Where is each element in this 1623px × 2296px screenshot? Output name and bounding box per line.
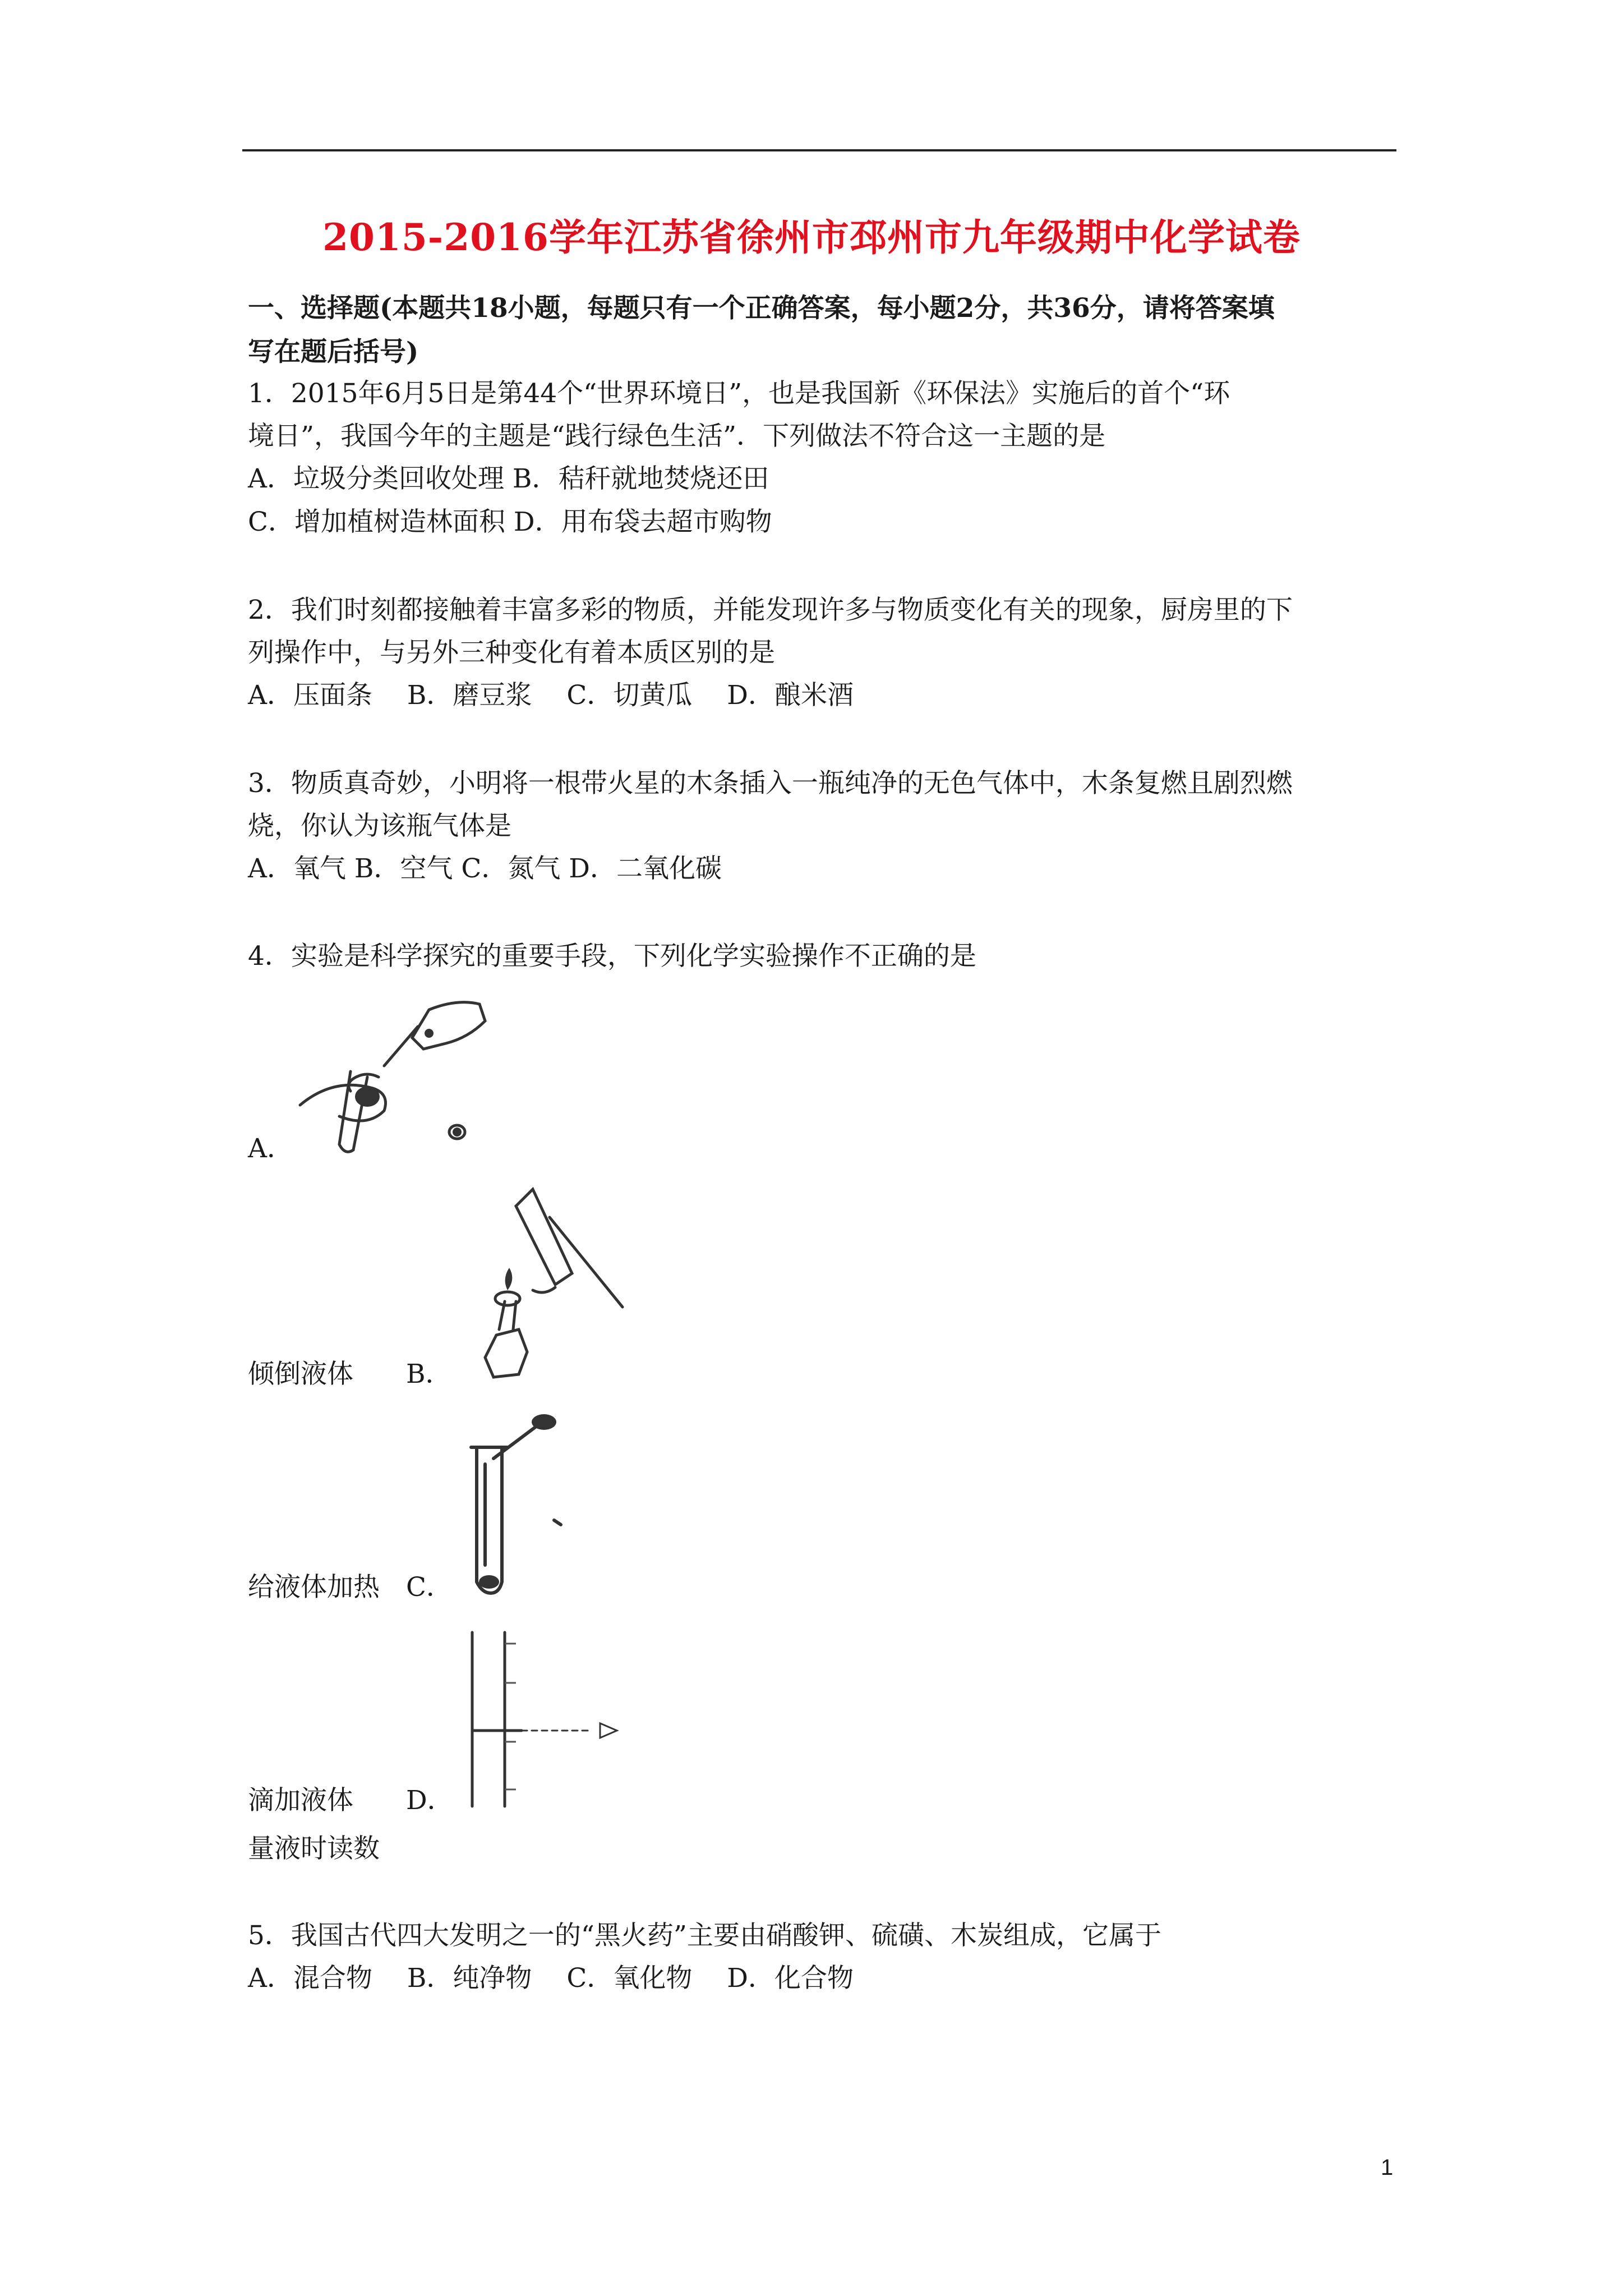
dropping-liquid-figure [460, 1414, 572, 1599]
q1-stem-line-2: 境日”，我国今年的主题是“践行绿色生活”．下列做法不符合这一主题的是 [248, 421, 1106, 452]
q1-options-line-1: A．垃圾分类回收处理 B．秸秆就地焚烧还田 [248, 463, 769, 494]
q3-stem-line-2: 烧，你认为该瓶气体是 [248, 811, 511, 841]
q4-option-d-label: 滴加液体 D． [248, 1785, 454, 1816]
page-title: 2015-2016学年江苏省徐州市邳州市九年级期中化学试卷 [322, 215, 1301, 259]
q2-stem-line-2: 列操作中，与另外三种变化有着本质区别的是 [248, 637, 775, 668]
q4-option-c-label: 给液体加热 C． [248, 1572, 453, 1603]
page-number: 1 [1381, 2155, 1394, 2180]
q1-options-line-2: C．增加植树造林面积 D．用布袋去超市购物 [248, 507, 772, 537]
q2-options: A．压面条 B．磨豆浆 C．切黄瓜 D．酿米酒 [248, 680, 854, 711]
reading-cylinder-figure [460, 1627, 639, 1812]
section-heading-line-2: 写在题后括号) [248, 337, 419, 367]
q4-option-d-caption: 量液时读数 [248, 1833, 380, 1864]
q5-stem: 5．我国古代四大发明之一的“黑火药”主要由硝酸钾、硫磺、木炭组成，它属于 [248, 1920, 1161, 1951]
header-rule [242, 149, 1396, 151]
q3-options: A．氧气 B．空气 C．氮气 D．二氧化碳 [248, 853, 722, 884]
q3-stem-line-1: 3．物质真奇妙，小明将一根带火星的木条插入一瓶纯净的无色气体中，木条复燃且剧烈燃 [248, 768, 1293, 799]
q4-option-a-label: A． [248, 1133, 293, 1164]
pouring-liquid-figure [289, 993, 513, 1161]
q2-stem-line-1: 2．我们时刻都接触着丰富多彩的物质，并能发现许多与物质变化有关的现象，厨房里的下 [248, 595, 1293, 625]
q4-stem: 4．实验是科学探究的重要手段，下列化学实验操作不正确的是 [248, 941, 976, 972]
q5-options: A．混合物 B．纯净物 C．氧化物 D．化合物 [248, 1963, 854, 1994]
heating-liquid-figure [465, 1184, 634, 1391]
q1-stem-line-1: 1．2015年6月5日是第44个“世界环境日”，也是我国新《环保法》实施后的首个“环 [248, 378, 1230, 409]
q4-option-b-label: 倾倒液体 B． [248, 1359, 452, 1389]
section-heading-line-1: 一、选择题(本题共18小题，每题只有一个正确答案，每小题2分，共36分，请将答案填 [248, 293, 1275, 324]
